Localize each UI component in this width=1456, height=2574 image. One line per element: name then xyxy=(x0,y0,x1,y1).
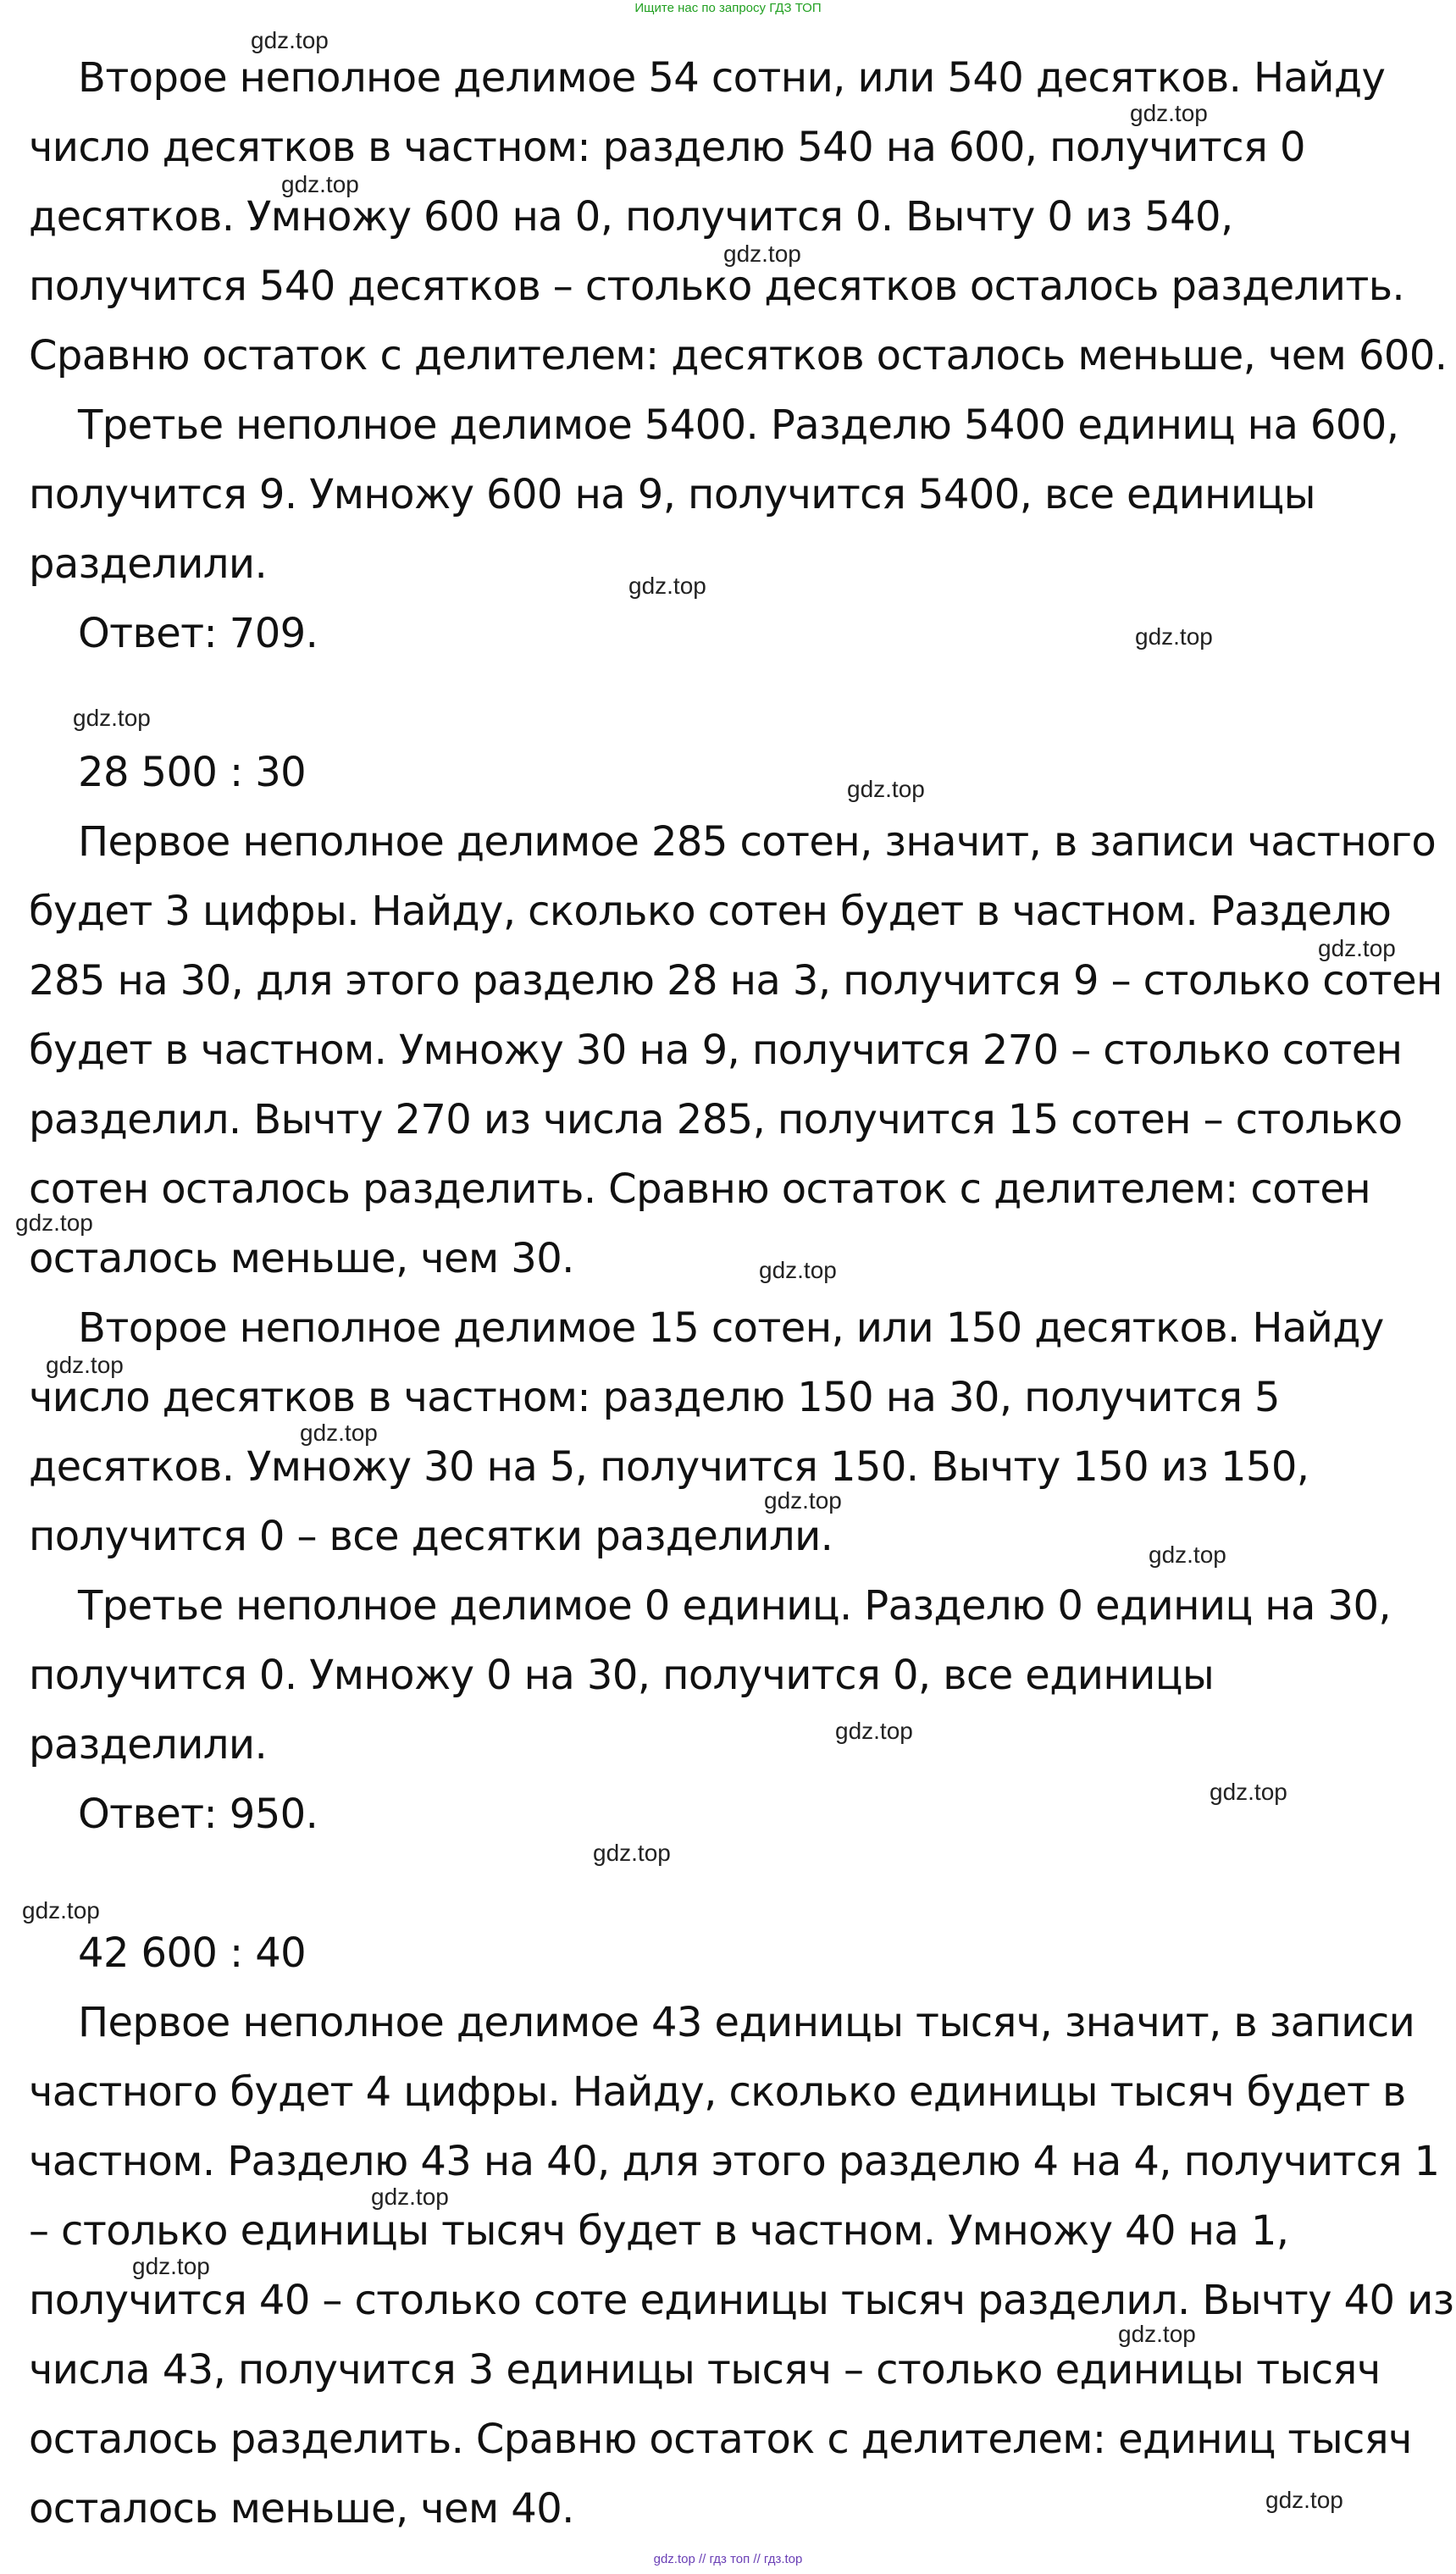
text-line: сотен осталось разделить. Сравню остаток с делителем: сотен xyxy=(29,1165,1371,1213)
text-line: Третье неполное делимое 0 единиц. Разделю 0 единиц на 30, xyxy=(78,1582,1392,1630)
problem-heading: 42 600 : 40 xyxy=(78,1929,307,1977)
watermark: gdz.top xyxy=(15,1210,93,1236)
text-line: разделили. xyxy=(29,1721,268,1769)
text-line: осталось разделить. Сравню остаток с делителем: единиц тысяч xyxy=(29,2416,1412,2463)
watermark: gdz.top xyxy=(22,1897,100,1924)
watermark: gdz.top xyxy=(46,1352,124,1378)
text-line: – столько единицы тысяч будет в частном. Умножу 40 на 1, xyxy=(29,2207,1289,2255)
text-line: десятков. Умножу 600 на 0, получится 0. Вычту 0 из 540, xyxy=(29,193,1233,241)
text-line: частном. Разделю 43 на 40, для этого разделю 4 на 4, получится 1 xyxy=(29,2138,1440,2185)
text-line: число десятков в частном: разделю 540 на 600, получится 0 xyxy=(29,124,1305,171)
text-line: осталось меньше, чем 40. xyxy=(29,2485,574,2532)
watermark: gdz.top xyxy=(628,573,706,599)
watermark: gdz.top xyxy=(764,1487,842,1514)
watermark: gdz.top xyxy=(251,27,329,53)
text-line: разделил. Вычту 270 из числа 285, получится 15 сотен – столько xyxy=(29,1096,1403,1143)
watermark: gdz.top xyxy=(1135,623,1213,650)
watermark: gdz.top xyxy=(73,705,151,731)
watermark: gdz.top xyxy=(593,1840,671,1866)
text-line: Второе неполное делимое 54 сотни, или 540 десятков. Найду xyxy=(78,54,1386,102)
text-line: Первое неполное делимое 285 сотен, значит, в записи частного xyxy=(78,818,1437,866)
text-line: получится 0 – все десятки разделили. xyxy=(29,1513,833,1560)
text-line: получится 540 десятков – столько десятков осталось разделить. xyxy=(29,263,1405,310)
text-line: 285 на 30, для этого разделю 28 на 3, получится 9 – столько сотен xyxy=(29,957,1442,1005)
watermark: gdz.top xyxy=(1265,2487,1343,2513)
text-line: осталось меньше, чем 30. xyxy=(29,1235,574,1282)
watermark: gdz.top xyxy=(1149,1542,1226,1568)
watermark: gdz.top xyxy=(723,241,801,267)
watermark: gdz.top xyxy=(1130,100,1208,126)
watermark: gdz.top xyxy=(300,1420,378,1446)
text-line: Первое неполное делимое 43 единицы тысяч, значит, в записи xyxy=(78,1999,1415,2046)
text-line: число десятков в частном: разделю 150 на 30, получится 5 xyxy=(29,1374,1280,1421)
text-line: Сравню остаток с делителем: десятков осталось меньше, чем 600. xyxy=(29,332,1448,379)
text-line: получится 9. Умножу 600 на 9, получится 5400, все единицы xyxy=(29,471,1315,518)
watermark: gdz.top xyxy=(1118,2321,1196,2347)
watermark: gdz.top xyxy=(835,1718,913,1744)
text-line: будет в частном. Умножу 30 на 9, получится 270 – столько сотен xyxy=(29,1027,1403,1074)
watermark: gdz.top xyxy=(759,1257,837,1283)
text-line: получится 40 – столько соте единицы тысяч разделил. Вычту 40 из xyxy=(29,2277,1454,2324)
watermark: gdz.top xyxy=(371,2184,449,2210)
header-search-hint: Ищите нас по запросу ГДЗ ТОП xyxy=(634,1,822,15)
text-line: будет 3 цифры. Найду, сколько сотен будет в частном. Разделю xyxy=(29,888,1392,935)
text-line: десятков. Умножу 30 на 5, получится 150. Вычту 150 из 150, xyxy=(29,1443,1309,1491)
text-line: Третье неполное делимое 5400. Разделю 5400 единиц на 600, xyxy=(78,401,1399,449)
problem-heading: 28 500 : 30 xyxy=(78,749,307,796)
answer-line: Ответ: 709. xyxy=(78,610,318,657)
watermark: gdz.top xyxy=(281,171,359,197)
text-line: разделили. xyxy=(29,540,268,588)
text-line: частного будет 4 цифры. Найду, сколько единицы тысяч будет в xyxy=(29,2068,1406,2116)
watermark: gdz.top xyxy=(132,2253,210,2279)
text-line: получится 0. Умножу 0 на 30, получится 0, все единицы xyxy=(29,1652,1215,1699)
footer-links: gdz.top // гдз топ // гдз.top xyxy=(653,2552,803,2566)
text-line: числа 43, получится 3 единицы тысяч – столько единицы тысяч xyxy=(29,2346,1381,2394)
watermark: gdz.top xyxy=(847,776,925,802)
watermark: gdz.top xyxy=(1318,935,1396,961)
watermark: gdz.top xyxy=(1210,1779,1287,1805)
text-line: Второе неполное делимое 15 сотен, или 150 десятков. Найду xyxy=(78,1304,1384,1352)
answer-line: Ответ: 950. xyxy=(78,1791,318,1838)
